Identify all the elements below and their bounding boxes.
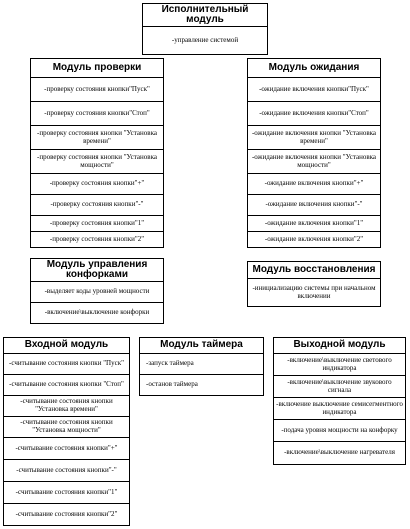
block-check-item: -проверку состояния кнопки"2" <box>30 232 164 248</box>
block-check-item: -проверку состояния кнопки "Установка мощности" <box>30 150 164 174</box>
block-input <box>3 337 130 526</box>
block-input-title: Входной модуль <box>3 337 130 354</box>
block-wait-item: -ожидание включения кнопки"-" <box>247 195 381 216</box>
block-input-item: -считывание состояния кнопки"+" <box>3 438 130 460</box>
block-wait-item: -ожидание включения кнопки "Установка мощности" <box>247 150 381 174</box>
block-burner <box>30 258 164 324</box>
block-executive-title: Исполнительный модуль <box>142 3 268 27</box>
block-restore-title: Модуль восстановления <box>247 261 381 279</box>
block-executive-item: -управление системой <box>142 27 268 55</box>
block-check-title: Модуль проверки <box>30 58 164 78</box>
block-output-item: -включение\выключение нагревателя <box>273 442 406 465</box>
block-wait-title: Модуль ожидания <box>247 58 381 78</box>
block-check-item: -проверку состояния кнопки"-" <box>30 195 164 216</box>
block-output <box>273 337 406 465</box>
block-burner-item: -выделяет коды уровней мощности <box>30 282 164 303</box>
block-wait-item: -ожидание включения кнопки"1" <box>247 216 381 232</box>
block-check-item: -проверку состояния кнопки"Стоп" <box>30 102 164 126</box>
block-restore <box>247 261 381 307</box>
block-input-item: -считывание состояния кнопки "Пуск" <box>3 354 130 375</box>
block-wait <box>247 58 381 248</box>
block-output-title: Выходной модуль <box>273 337 406 354</box>
block-input-item: -считывание состояния кнопки"1" <box>3 482 130 504</box>
block-burner-title: Модуль управления конфорками <box>30 258 164 282</box>
block-check-item: -проверку состояния кнопки "Установка времени" <box>30 126 164 150</box>
block-input-item: -считывание состояния кнопки "Стоп" <box>3 375 130 396</box>
block-output-item: -включение\выключение звукового сигнала <box>273 376 406 398</box>
block-wait-item: -ожидание включения кнопки "Установка времени" <box>247 126 381 150</box>
block-output-item: -включение выключение семисегментного индикатора <box>273 398 406 420</box>
block-check <box>30 58 164 248</box>
block-timer-title: Модуль таймера <box>139 337 264 354</box>
block-wait-item: -ожидание включения кнопки"Стоп" <box>247 102 381 126</box>
block-input-item: -считывание состояния кнопки "Установка времени" <box>3 396 130 417</box>
block-burner-item: -включение\выключение конфорки <box>30 303 164 324</box>
block-wait-item: -ожидание включения кнопки"Пуск" <box>247 78 381 102</box>
block-restore-item: -инициализацию системы при начальном включении <box>247 279 381 307</box>
block-timer-item: -останов таймера <box>139 375 264 396</box>
block-input-item: -считывание состояния кнопки"2" <box>3 504 130 526</box>
block-timer-item: -запуск таймера <box>139 354 264 375</box>
block-output-item: -подача уровня мощности на конфорку <box>273 420 406 442</box>
block-wait-item: -ожидание включения кнопки"+" <box>247 174 381 195</box>
block-executive <box>142 3 268 55</box>
block-timer <box>139 337 264 396</box>
block-check-item: -проверку состояния кнопки"1" <box>30 216 164 232</box>
block-output-item: -включение\выключение светового индикатора <box>273 354 406 376</box>
block-check-item: -проверку состояния кнопки"+" <box>30 174 164 195</box>
block-input-item: -считывание состояния кнопки "Установка мощности" <box>3 417 130 438</box>
block-input-item: -считывание состояния кнопки"-" <box>3 460 130 482</box>
block-wait-item: -ожидание включения кнопки"2" <box>247 232 381 248</box>
block-check-item: -проверку состояния кнопки"Пуск" <box>30 78 164 102</box>
